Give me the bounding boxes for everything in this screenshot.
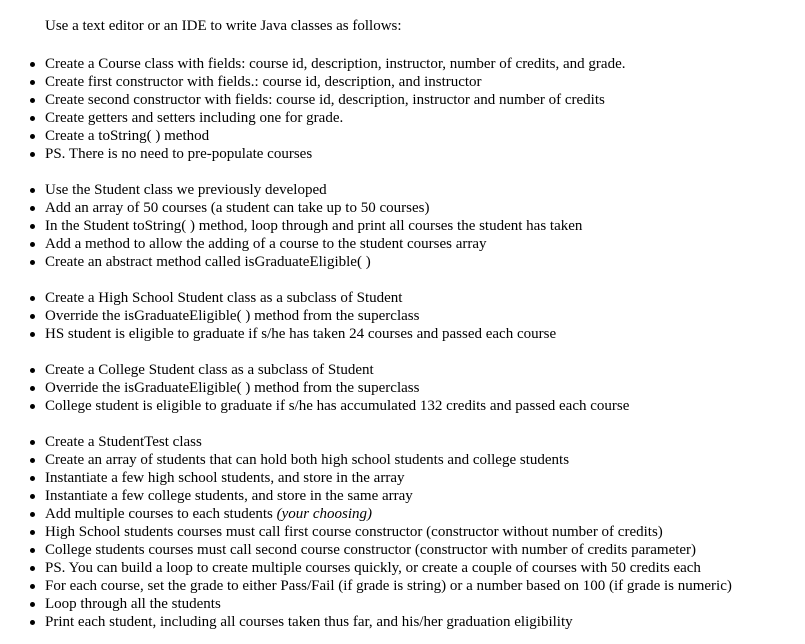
list-item: In the Student toString( ) method, loop through and print all courses the student has taken (0, 217, 582, 235)
list-item: Instantiate a few high school students, and store in the array (0, 469, 732, 487)
italic-note: (your choosing) (276, 506, 373, 522)
list-item (0, 505, 732, 523)
list-item: College student is eligible to graduate if s/he has accumulated 132 credits and passed each course (0, 397, 629, 415)
course-class-list (0, 55, 625, 163)
list-item: Override the isGraduateEligible( ) method from the superclass (0, 307, 556, 325)
list-item: High School students courses must call first course constructor (constructor without number of credits) (0, 523, 732, 541)
college-student-list (0, 361, 629, 415)
list-item: College students courses must call second course constructor (constructor with number of credits parameter) (0, 541, 732, 559)
list-item: Loop through all the students (0, 595, 732, 613)
list-item: Create a High School Student class as a subclass of Student (0, 289, 556, 307)
list-item: Instantiate a few college students, and store in the same array (0, 487, 732, 505)
list-item: Create a Course class with fields: course id, description, instructor, number of credits, and grade. (0, 55, 625, 73)
list-item: Add an array of 50 courses (a student can take up to 50 courses) (0, 199, 582, 217)
intro-text: Use a text editor or an IDE to write Java classes as follows: (45, 18, 402, 34)
list-item: Create a toString( ) method (0, 127, 625, 145)
list-item: Create getters and setters including one for grade. (0, 109, 625, 127)
list-item: For each course, set the grade to either Pass/Fail (if grade is string) or a number based on 100 (if grade is numeric) (0, 577, 732, 595)
list-item: Override the isGraduateEligible( ) method from the superclass (0, 379, 629, 397)
list-item: Add a method to allow the adding of a course to the student courses array (0, 235, 582, 253)
list-item: HS student is eligible to graduate if s/he has taken 24 courses and passed each course (0, 325, 556, 343)
student-test-list (0, 433, 732, 631)
list-item: Use the Student class we previously developed (0, 181, 582, 199)
list-item-text: Add multiple courses to each students (45, 506, 273, 522)
list-item: PS. You can build a loop to create multiple courses quickly, or create a couple of courses with 50 credits each (0, 559, 732, 577)
list-item: Print each student, including all courses taken thus far, and his/her graduation eligibility (0, 613, 732, 631)
list-item: Create an abstract method called isGraduateEligible( ) (0, 253, 582, 271)
student-class-list (0, 181, 582, 271)
list-item: Create second constructor with fields: course id, description, instructor and number of credits (0, 91, 625, 109)
high-school-student-list (0, 289, 556, 343)
list-item: Create first constructor with fields.: course id, description, and instructor (0, 73, 625, 91)
list-item: Create a StudentTest class (0, 433, 732, 451)
list-item: Create a College Student class as a subclass of Student (0, 361, 629, 379)
list-item: PS. There is no need to pre-populate courses (0, 145, 625, 163)
list-item: Create an array of students that can hold both high school students and college students (0, 451, 732, 469)
